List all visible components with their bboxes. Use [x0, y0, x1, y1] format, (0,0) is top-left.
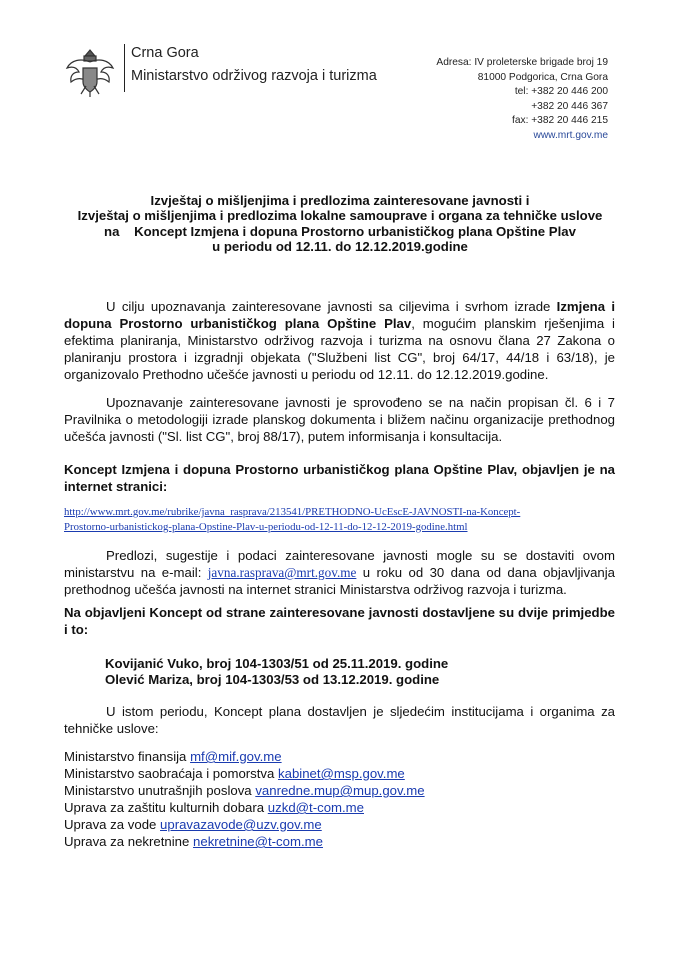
coat-of-arms-icon: [63, 46, 117, 98]
para4-text-a: Predlozi, sugestije i podaci zainteresovane javnosti mogle su se dostaviti ovom ministarstvu na e-mail:: [64, 548, 615, 580]
institution-email-link[interactable]: kabinet@msp.gov.me: [278, 766, 405, 781]
paragraph-rules: [64, 394, 615, 445]
paragraph-published: [64, 461, 615, 495]
para1-text-a: U cilju upoznavanja zainteresovane javnosti sa ciljevima i svrhom izrade: [106, 299, 557, 314]
country-name: Crna Gora: [131, 45, 199, 61]
paragraph-institutions: [64, 703, 615, 737]
institution-item: [64, 800, 364, 817]
email-link[interactable]: javna.rasprava@mrt.gov.me: [207, 565, 357, 580]
url-line-1[interactable]: http://www.mrt.gov.me/rubrike/javna_rasprava/213541/PRETHODNO-UcEscE-JAVNOSTI-na-Koncept-: [64, 506, 521, 518]
institution-name: Ministarstvo saobraćaja i pomorstva: [64, 766, 279, 781]
institution-name: Ministarstvo finansija: [64, 749, 191, 764]
institution-email-link[interactable]: uzkd@t-com.me: [267, 800, 364, 815]
fax-line: fax: +382 20 446 215: [511, 115, 608, 127]
institution-email-link[interactable]: mf@mif.gov.me: [190, 749, 282, 764]
institution-name: Uprava za vode: [64, 817, 161, 832]
ministry-name: Ministarstvo održivog razvoja i turizma: [131, 68, 377, 84]
address-line: Adresa: IV proleterske brigade broj 19: [436, 57, 608, 68]
institution-name: Ministarstvo unutrašnjih poslova: [64, 783, 256, 798]
phone-line: tel: +382 20 446 200: [514, 86, 608, 98]
title-line-4: u periodu od 12.11. do 12.12.2019.godine: [212, 239, 468, 255]
paragraph-intro: [64, 298, 615, 383]
institution-email-link[interactable]: vanredne.mup@mup.gov.me: [255, 783, 425, 798]
para3-plan-name: Koncept Izmjena i dopuna Prostorno urbanističkog plana Opštine Plav: [64, 462, 514, 477]
submission-item: Olević Mariza, broj 104-1303/53 od 13.12.2019. godine: [105, 672, 440, 687]
concept-url-link[interactable]: [64, 505, 624, 534]
para3-text-b: , objavljen je na internet stranici:: [64, 462, 615, 494]
phone-line-2: +382 20 446 367: [531, 100, 608, 112]
submission-item: Kovijanić Vuko, broj 104-1303/51 od 25.11.2019. godine: [105, 656, 449, 671]
url-line-2[interactable]: Prostorno-urbanistickog-plana-Opstine-Plav-u-periodu-od-12-11-do-12-12-2019-godine.html: [64, 520, 468, 533]
header-divider: [124, 44, 125, 92]
title-line-2: Izvještaj o mišljenjima i predlozima lokalne samouprave i organa za tehničke uslove: [77, 208, 603, 224]
institution-email-link[interactable]: upravazavode@uzv.gov.me: [160, 817, 322, 832]
contact-block: [436, 56, 608, 144]
institution-item: [64, 817, 322, 834]
institution-item: [64, 749, 282, 766]
institution-item: [64, 834, 323, 851]
institution-name: Uprava za nekretnine: [64, 834, 194, 849]
institution-item: [64, 783, 425, 800]
para6-text: U istom periodu, Koncept plana dostavljen je sljedećim institucijama i organima za tehničke uslove:: [64, 704, 615, 736]
para1-plan-name: Izmjena i dopuna Prostorno urbanističkog plana Opštine Plav: [64, 299, 615, 331]
para4-text-b: u roku od 30 dana od dana objavljivanja prethodnog učešća javnosti na internet stranici Ministarstva održivog razvoja i turizma.: [64, 565, 616, 597]
title-line-1: Izvještaj o mišljenjima i predlozima zainteresovane javnosti i: [150, 193, 530, 208]
institution-name: Uprava za zaštitu kulturnih dobara: [64, 800, 268, 815]
para1-text-c: , mogućim planskim rješenjima i efektima planiranja, Ministarstvo održivog razvoja i turizma na osnovu člana 27 Zakona o planiranju prostora i izgradnji objekata ("Službeni list CG", broj 64/17, 44/18 i 63/18), je organizovalo Prethodno učešće javnosti u periodu od 12.11. do 12.12.2019.godine.: [64, 316, 615, 382]
website-link[interactable]: www.mrt.gov.me: [533, 129, 608, 141]
document-title: [60, 193, 620, 255]
paragraph-email: [64, 547, 615, 598]
institution-email-link[interactable]: nekretnine@t-com.me: [193, 834, 323, 849]
paragraph-submissions-header: Na objavljeni Koncept od strane zainteresovane javnosti dostavljene su dvije primjedbe i to:: [64, 605, 615, 637]
institution-item: [64, 766, 405, 783]
city-line: 81000 Podgorica, Crna Gora: [477, 71, 608, 83]
para2-text: Upoznavanje zainteresovane javnosti je sprovođeno se na način propisan čl. 6 i 7 Pravilnika o metodologiji izrade planskog dokumenta i bližem načinu organizacije prethodnog učešća javnosti ("Sl. list CG", broj 88/17), putem informisanja i konsultacija.: [64, 395, 615, 444]
title-line-3: na Koncept Izmjena i dopuna Prostorno urbanističkog plana Opštine Plav: [104, 223, 576, 239]
